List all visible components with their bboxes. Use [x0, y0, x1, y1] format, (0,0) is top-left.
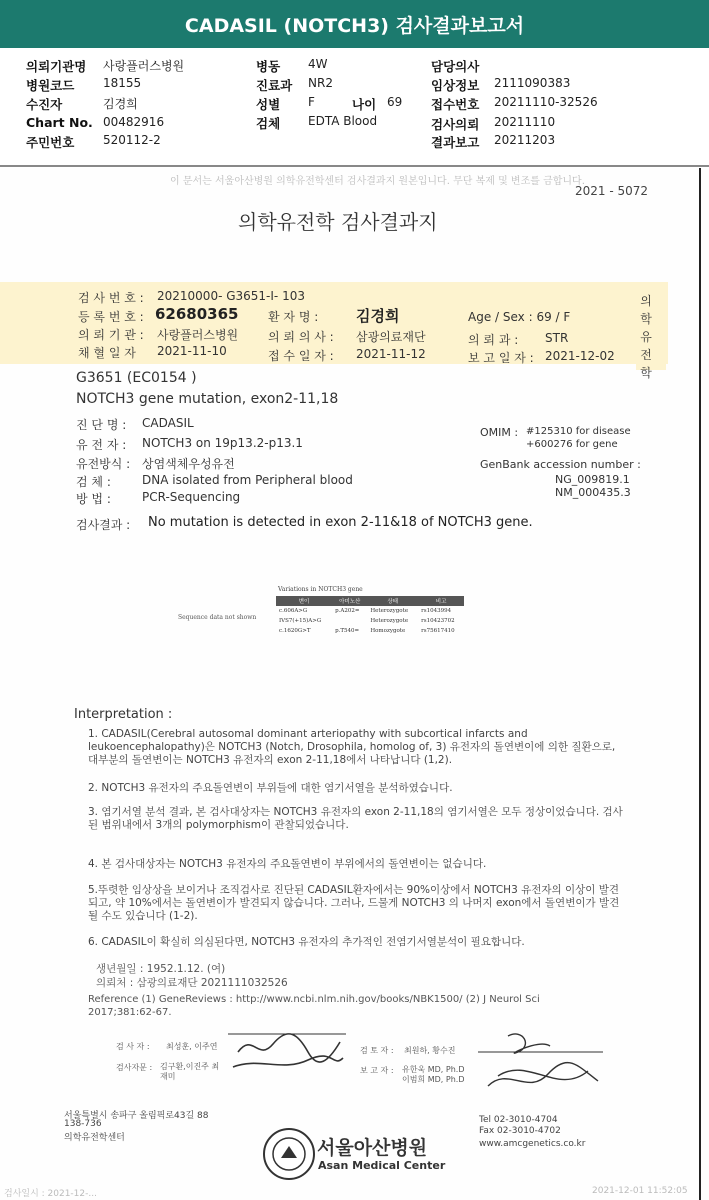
ward-label: 병동	[256, 59, 281, 74]
genbank-ng: NG_009819.1	[555, 473, 630, 486]
inheritance-value: 상염색체우성유전	[142, 457, 235, 471]
table-cell: c.606A>G	[279, 608, 308, 614]
table-cell: c.1620G>T	[279, 628, 311, 634]
genbank-label: GenBank accession number :	[480, 458, 641, 471]
address-line-3: 의학유전학센터	[64, 1133, 125, 1143]
req-org-value: 사랑플러스병원	[157, 328, 239, 342]
req-dept-label: 의 뢰 과 :	[468, 333, 519, 347]
interp-item-1: 1. CADASIL(Cerebral autosomal dominant arteriopathy with subcortical infarcts and leukoencephalopathy)은 NOTCH3 (Notch, Drosophila, homolog of, 3) 유전자의 돌연변이에 의한 질환으로, 대부분의 돌연변이는 NOTCH3 유전자의 exon 2-11,18에서 나타납니다 (1,2).	[88, 728, 616, 766]
report-date-value: 20211203	[494, 133, 556, 147]
table-cell: p.T540=	[335, 628, 360, 634]
birth-line: 생년월일 : 1952.1.12. (여)	[96, 963, 226, 975]
hospital-code-value: 18155	[103, 76, 142, 90]
req-doc-value: 삼광의료재단	[356, 330, 426, 344]
table-cell: rs1043994	[421, 608, 452, 614]
reviewer-signature	[478, 1026, 608, 1100]
col-header: 비고	[418, 596, 464, 606]
ward-value: 4W	[308, 57, 328, 71]
test-no-value: 20210000- G3651-I- 103	[157, 289, 305, 303]
patient-value: 김경희	[103, 97, 138, 111]
collect-date-label: 채 혈 일 자	[78, 346, 136, 360]
request-date-value: 20211110	[494, 115, 556, 129]
table-row	[276, 626, 464, 636]
table-cell: rs75617410	[421, 628, 455, 634]
col-header: 변이	[276, 596, 332, 606]
side-char: 학	[640, 366, 652, 380]
asan-foundation-logo-icon	[263, 1128, 315, 1180]
table-cell: Heterozygote	[370, 608, 409, 614]
col-header: 아미노산	[332, 596, 367, 606]
omim-gene: +600276 for gene	[526, 439, 618, 450]
footer-right: 2021-12-01 11:52:05	[592, 1186, 688, 1196]
resident-no-value: 520112-2	[103, 133, 161, 147]
interp-item-3: 3. 염기서열 분석 결과, 본 검사대상자는 NOTCH3 유전자의 exon 2-11,18의 염기서열은 모두 정상이었습니다. 검사된 범위내에서 3개의 polymorphism이 관찰되었습니다.	[88, 806, 623, 831]
method-value: PCR-Sequencing	[142, 490, 241, 504]
inheritance-label: 유전방식 :	[76, 457, 131, 471]
hospital-value: 사랑플러스병원	[103, 59, 185, 73]
sequence-note: Sequence data not shown	[178, 614, 257, 621]
interp-item-6: 6. CADASIL이 확실히 의심된다면, NOTCH3 유전자의 추가적인 전염기서열분석이 필요합니다.	[88, 936, 525, 948]
interp-item-4: 4. 본 검사대상자는 NOTCH3 유전자의 주요돌연변이 부위에서의 돌연변이는 없습니다.	[88, 858, 487, 870]
table-cell	[332, 616, 367, 626]
specimen-value: EDTA Blood	[308, 114, 378, 128]
col-header: 상태	[367, 596, 418, 606]
method-label: 방 법 :	[76, 492, 111, 506]
address-line-1: 서울특별시 송파구 올림픽로43길 88	[64, 1111, 209, 1121]
tester-signature	[228, 1022, 348, 1082]
clinical-info-label: 임상정보	[431, 78, 480, 93]
test-no-label: 검 사 번 호 :	[78, 291, 144, 305]
reg-no-value: 62680365	[155, 305, 239, 323]
header-info	[0, 48, 709, 166]
reg-no-label: 등 록 번 호 :	[78, 310, 144, 324]
reference-text: Reference (1) GeneReviews : http://www.ncbi.nlm.nih.gov/books/NBK1500/ (2) J Neurol Sci 2017;381:62-67.	[88, 994, 540, 1018]
table-cell: Homozygote	[370, 628, 406, 634]
sample-value: DNA isolated from Peripheral blood	[142, 473, 353, 487]
collect-date-value: 2021-11-10	[157, 344, 227, 358]
table-cell: p.A202=	[335, 608, 360, 614]
variations-table-wrap	[276, 596, 464, 636]
side-char: 의	[640, 294, 652, 308]
result-text: No mutation is detected in exon 2-11&18 of NOTCH3 gene.	[148, 515, 533, 530]
diagnosis-value: CADASIL	[142, 416, 194, 430]
request-date-label: 검사의뢰	[431, 117, 480, 132]
gene-title: NOTCH3 gene mutation, exon2-11,18	[76, 391, 339, 407]
omim-disease: #125310 for disease	[526, 426, 631, 437]
footer-left: 검사일시 : 2021-12-...	[4, 1189, 97, 1199]
specimen-label: 검체	[256, 116, 281, 131]
tel-line: Tel 02-3010-4704	[479, 1115, 558, 1125]
side-char: 학	[640, 312, 652, 326]
reporter-label: 보 고 자 :	[360, 1066, 394, 1075]
receipt-no-value: 20211110-32526	[494, 95, 598, 109]
genbank-nm: NM_000435.3	[555, 486, 631, 499]
omim-label: OMIM :	[480, 426, 519, 439]
req-dept-value: STR	[545, 331, 569, 345]
report-date2-label: 보 고 일 자 :	[468, 351, 534, 365]
hospital-label: 의뢰기관명	[26, 59, 87, 74]
requester-line: 의뢰처 : 삼광의료재단 2021111032526	[96, 977, 288, 989]
doc-number: 2021 - 5072	[575, 184, 649, 198]
table-cell: IVS7(+15)A>G	[279, 618, 322, 624]
side-vertical-label	[640, 292, 652, 382]
supervisor-value: 김구환,이진주 최재미	[160, 1062, 220, 1081]
fax-line: Fax 02-3010-4702	[479, 1126, 561, 1136]
side-char: 유	[640, 330, 652, 344]
patient-name-value: 김경희	[356, 307, 400, 325]
result-label: 검사결과 :	[76, 518, 131, 532]
interp-item-5: 5.뚜렷한 임상상을 보이거나 조직검사로 진단된 CADASIL환자에서는 90%이상에서 NOTCH3 유전자의 이상이 발견되고, 약 10%에서는 돌연변이가 발견되지 않습니다. 그러나, 드물게 NOTCH3 의 나머지 exon에서 돌연변이가 발견될 수도 있습니다 (1-2).	[88, 884, 620, 922]
req-doc-label: 의 뢰 의 사 :	[268, 330, 334, 344]
receive-date-label: 접 수 일 자 :	[268, 349, 334, 363]
req-org-label: 의 뢰 기 관 :	[78, 328, 144, 342]
interp-title: Interpretation :	[74, 707, 173, 722]
patient-label: 수진자	[26, 97, 63, 112]
watermark-text: 이 문서는 서울아산병원 의학유전학센터 검사결과지 원본입니다. 무단 복제 및 변조를 금합니다.	[170, 176, 585, 187]
table-cell: Heterozygote	[370, 618, 409, 624]
reviewer-value: 최원하, 황수진	[404, 1046, 456, 1055]
sex-label: 성별	[256, 97, 281, 112]
variations-title: Variations in NOTCH3 gene	[278, 586, 363, 593]
tester-value: 최성훈, 이주연	[166, 1042, 218, 1051]
sample-label: 검 체 :	[76, 475, 111, 489]
web-line: www.amcgenetics.co.kr	[479, 1139, 586, 1149]
resident-no-label: 주민번호	[26, 135, 75, 150]
table-row	[276, 616, 464, 626]
doc-title: 의학유전학 검사결과지	[238, 210, 438, 234]
tester-label: 검 사 자 :	[116, 1042, 150, 1051]
chart-no-label: Chart No.	[26, 115, 93, 130]
age-label: 나이	[352, 97, 377, 112]
receive-date-value: 2021-11-12	[356, 347, 426, 361]
doctor-label: 담당의사	[431, 59, 480, 74]
age-value: 69	[387, 95, 403, 109]
logo-korean: 서울아산병원	[317, 1137, 428, 1159]
dept-label: 진료과	[256, 78, 293, 93]
table-row	[276, 606, 464, 616]
dept-value: NR2	[308, 76, 333, 90]
logo-emblem-icon	[265, 1130, 313, 1178]
report-date-label: 결과보고	[431, 135, 480, 150]
supervisor-label: 검사자문 :	[116, 1063, 153, 1072]
header-divider	[0, 165, 709, 167]
reviewer-label: 검 토 자 :	[360, 1046, 394, 1055]
report-title: CADASIL (NOTCH3) 검사결과보고서	[0, 0, 709, 48]
interp-item-2: 2. NOTCH3 유전자의 주요돌연변이 부위들에 대한 염기서열을 분석하였습니다.	[88, 782, 453, 794]
patient-name-label: 환 자 명 :	[268, 310, 319, 324]
side-char: 전	[640, 348, 652, 362]
test-code: G3651 (EC0154 )	[76, 370, 197, 386]
table-cell: rs10423702	[421, 618, 455, 624]
sex-value: F	[308, 95, 315, 109]
hospital-code-label: 병원코드	[26, 78, 75, 93]
scan-edge-line	[699, 168, 701, 1200]
gene-label: 유 전 자 :	[76, 438, 127, 452]
gene-value: NOTCH3 on 19p13.2-p13.1	[142, 436, 303, 450]
reporter-value: 유한욱 MD, Ph.D 이범희 MD, Ph.D	[402, 1065, 465, 1084]
logo-english: Asan Medical Center	[318, 1159, 446, 1172]
clinical-info-value: 2111090383	[494, 76, 571, 90]
receipt-no-label: 접수번호	[431, 97, 480, 112]
address-line-2: 138-736	[64, 1119, 102, 1129]
age-sex: Age / Sex : 69 / F	[468, 310, 571, 324]
report-date2-value: 2021-12-02	[545, 349, 615, 363]
diagnosis-label: 진 단 명 :	[76, 418, 127, 432]
chart-no-value: 00482916	[103, 115, 165, 129]
variations-table	[276, 596, 464, 636]
